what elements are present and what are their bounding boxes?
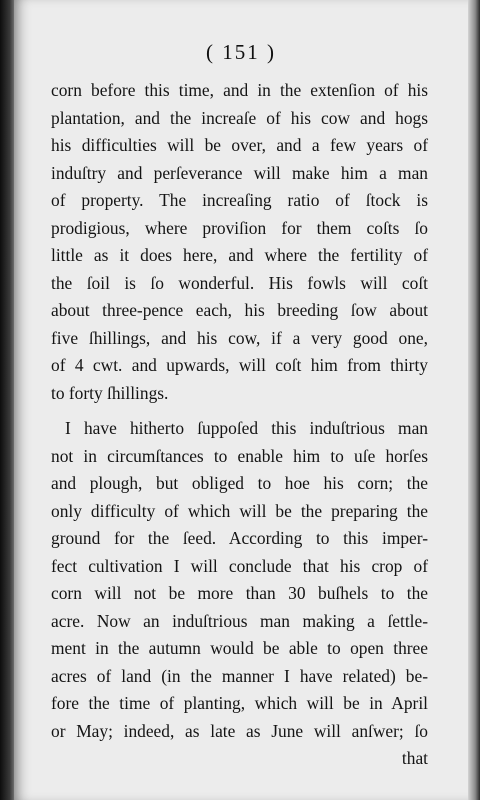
- text-line: of property. The increaſing ratio of ſtock is: [51, 190, 428, 210]
- text-line: acres of land (in the manner I have related) be-: [51, 665, 428, 686]
- text-line: prodigious, where proviſion for them coſts ſo: [51, 217, 428, 238]
- text-line: fect cultivation I will conclude that his crop of: [51, 555, 428, 576]
- text-line: not in circumſtances to enable him to uſe horſes: [51, 445, 428, 466]
- page-fore-edge: [468, 0, 480, 800]
- text-line: five ſhillings, and his cow, if a very good one,: [51, 327, 428, 348]
- text-line: ment in the autumn would be able to open three: [51, 638, 428, 658]
- text-line: and plough, but obliged to hoe his corn; the: [51, 473, 428, 493]
- text-line: about three-pence each, his breeding ſow about: [51, 300, 428, 320]
- text-line: plantation, and the increaſe of his cow and hogs: [51, 107, 428, 128]
- text-line: I have hitherto ſuppoſed this induſtrious man: [65, 418, 428, 438]
- text-line: little as it does here, and where the fertility of: [51, 245, 428, 265]
- text-line: to forty ſhillings.: [51, 382, 169, 403]
- page-number: ( 151 ): [206, 40, 276, 64]
- paragraph-break: [51, 407, 428, 415]
- text-line: corn will not be more than 30 buſhels to the: [51, 583, 428, 603]
- text-line: of 4 cwt. and upwards, will coſt him from thirty: [51, 355, 428, 375]
- text-line: fore the time of planting, which will be in April: [51, 693, 428, 713]
- catchword: that: [401, 748, 428, 768]
- text-line: induſtry and perſeverance will make him a man: [51, 162, 428, 183]
- text-line: acre. Now an induſtrious man making a ſettle-: [51, 610, 428, 631]
- book-page: [14, 0, 468, 800]
- text-line: only difficulty of which will be the preparing the: [51, 500, 428, 521]
- text-line: his difficulties will be over, and a few years of: [51, 135, 428, 155]
- text-line: or May; indeed, as late as June will anſwer; ſo: [51, 720, 428, 741]
- page-text: [51, 77, 428, 773]
- text-line: corn before this time, and in the extenſion of his: [51, 80, 428, 100]
- text-line: ground for the ſeed. According to this imper-: [51, 528, 428, 548]
- text-line: the ſoil is ſo wonderful. His fowls will coſt: [51, 272, 428, 293]
